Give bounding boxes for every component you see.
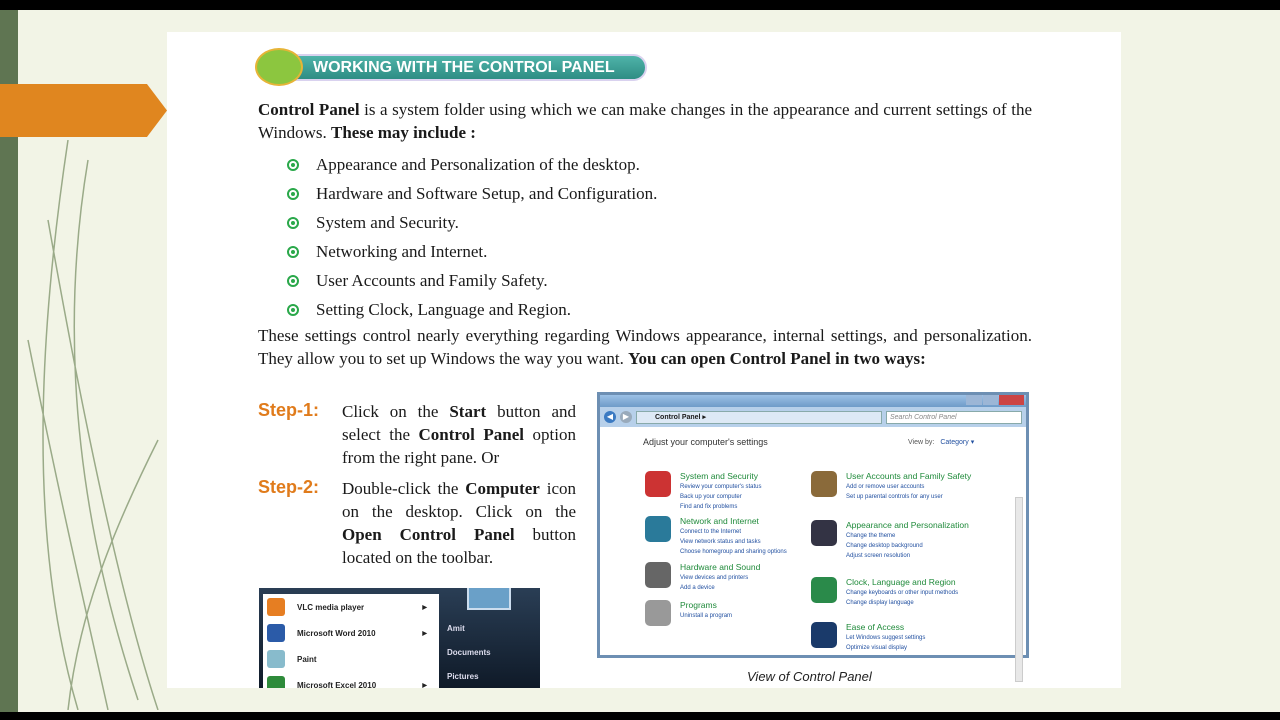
list-item: User Accounts and Family Safety. xyxy=(287,266,657,295)
place-item: Pictures xyxy=(447,672,479,681)
cp-heading: Adjust your computer's settings xyxy=(643,437,768,447)
category-icon xyxy=(645,516,671,542)
program-icon xyxy=(267,676,285,688)
list-item: Appearance and Personalization of the desktop. xyxy=(287,150,657,179)
second-paragraph: These settings control nearly everything regarding Windows appearance, internal settings, and personalization. They allow you to set up Windows the way you want. You can open Control Panel in two ways: xyxy=(258,326,1032,368)
control-panel-screenshot xyxy=(597,392,1029,658)
category-link: Find and fix problems xyxy=(680,504,738,510)
start-menu-programs xyxy=(263,594,439,688)
category-title: Network and Internet xyxy=(680,516,759,526)
category-title: Programs xyxy=(680,600,717,610)
category-link: Review your computer's status xyxy=(680,484,762,490)
scrollbar xyxy=(1015,497,1023,682)
submenu-arrow-icon: ▶ xyxy=(422,630,427,637)
bullet-icon xyxy=(287,275,299,287)
category-icon xyxy=(811,577,837,603)
maximize-icon xyxy=(983,395,999,405)
window-buttons xyxy=(966,395,1024,405)
program-item xyxy=(263,646,439,672)
category-link: View network status and tasks xyxy=(680,539,761,545)
figure-caption: View of Control Panel xyxy=(747,669,872,684)
category-link: Optimize visual display xyxy=(846,645,908,651)
step2-text: Double-click the Computer icon on the desktop. Click on the Open Control Panel button located on the toolbar. xyxy=(342,479,576,567)
category-link: Change the theme xyxy=(846,533,896,539)
program-item xyxy=(263,672,439,688)
program-icon xyxy=(267,650,285,668)
back-icon: ◀ xyxy=(604,411,616,423)
bullet-icon xyxy=(287,246,299,258)
category-link: Change keyboards or other input methods xyxy=(846,590,959,596)
program-label: Microsoft Excel 2010 xyxy=(297,680,377,688)
category-link: Connect to the Internet xyxy=(680,529,742,535)
bullet-icon xyxy=(287,159,299,171)
view-by: View by: Category ▾ xyxy=(908,439,975,446)
intro-paragraph: Control Panel is a system folder using which we can make changes in the appearance and current settings of the Windows. These may include : xyxy=(258,100,1032,142)
program-label: VLC media player xyxy=(297,602,365,612)
category-icon xyxy=(645,600,671,626)
bottom-letterbox xyxy=(0,712,1280,720)
search-input: Search Control Panel xyxy=(886,411,1022,424)
section-banner xyxy=(259,54,647,81)
start-menu-places xyxy=(447,624,491,688)
category-title: Ease of Access xyxy=(846,622,905,632)
slide-arrow-decoration xyxy=(0,84,167,137)
list-item: Setting Clock, Language and Region. xyxy=(287,295,657,324)
list-item: Networking and Internet. xyxy=(287,237,657,266)
step2-label: Step-2: xyxy=(258,477,320,497)
category-title: Appearance and Personalization xyxy=(846,520,969,530)
category-item xyxy=(846,622,1016,653)
category-link: Set up parental controls for any user xyxy=(846,494,943,500)
top-letterbox xyxy=(0,0,1280,10)
category-link: Add a device xyxy=(680,585,715,591)
category-item xyxy=(846,520,1016,561)
start-menu-screenshot xyxy=(259,588,540,688)
category-link: Let Windows suggest settings xyxy=(846,635,926,641)
place-item: Documents xyxy=(447,648,491,657)
category-link: Adjust screen resolution xyxy=(846,553,911,559)
category-item xyxy=(680,600,850,621)
settings-list xyxy=(287,150,657,324)
category-icon xyxy=(811,622,837,648)
program-label: Paint xyxy=(297,654,317,664)
category-link: Change desktop background xyxy=(846,543,923,549)
close-icon xyxy=(999,395,1024,405)
category-title: User Accounts and Family Safety xyxy=(846,471,972,481)
category-link: Add or remove user accounts xyxy=(846,484,925,490)
category-icon xyxy=(811,520,837,546)
title-bar xyxy=(600,395,1026,407)
category-item xyxy=(846,577,1016,608)
bullet-icon xyxy=(287,304,299,316)
control-panel-content xyxy=(600,427,1026,655)
section-title: WORKING WITH THE CONTROL PANEL xyxy=(313,59,615,76)
grass-decoration xyxy=(18,140,168,710)
category-icon xyxy=(811,471,837,497)
category-title: Clock, Language and Region xyxy=(846,577,956,587)
category-link: Choose homegroup and sharing options xyxy=(680,549,787,555)
list-item: System and Security. xyxy=(287,208,657,237)
program-label: Microsoft Word 2010 xyxy=(297,628,376,638)
category-icon xyxy=(645,471,671,497)
place-item: Amit xyxy=(447,624,465,633)
category-link: Back up your computer xyxy=(680,494,742,500)
step1-text: Click on the Start button and select the Control Panel option from the right pane. Or xyxy=(342,402,577,467)
program-item xyxy=(263,620,439,646)
step1-label: Step-1: xyxy=(258,400,320,420)
category-title: System and Security xyxy=(680,471,758,481)
program-icon xyxy=(267,624,285,642)
textbook-page xyxy=(167,32,1121,688)
bullet-icon xyxy=(287,188,299,200)
submenu-arrow-icon: ▶ xyxy=(422,604,427,611)
program-item xyxy=(263,594,439,620)
program-icon xyxy=(267,598,285,616)
category-item xyxy=(846,471,1016,502)
address-bar-row xyxy=(600,407,1026,427)
address-bar: Control Panel ▸ xyxy=(636,411,882,424)
category-title: Hardware and Sound xyxy=(680,562,761,572)
category-icon xyxy=(645,562,671,588)
category-link: Change display language xyxy=(846,600,914,606)
forward-icon: ▶ xyxy=(620,411,632,423)
category-link: View devices and printers xyxy=(680,575,749,581)
bullet-icon xyxy=(287,217,299,229)
list-item: Hardware and Software Setup, and Configuration. xyxy=(287,179,657,208)
category-link: Uninstall a program xyxy=(680,613,733,619)
computer-icon xyxy=(255,48,303,86)
minimize-icon xyxy=(966,395,982,405)
submenu-arrow-icon: ▶ xyxy=(422,682,427,688)
user-picture xyxy=(467,588,511,610)
